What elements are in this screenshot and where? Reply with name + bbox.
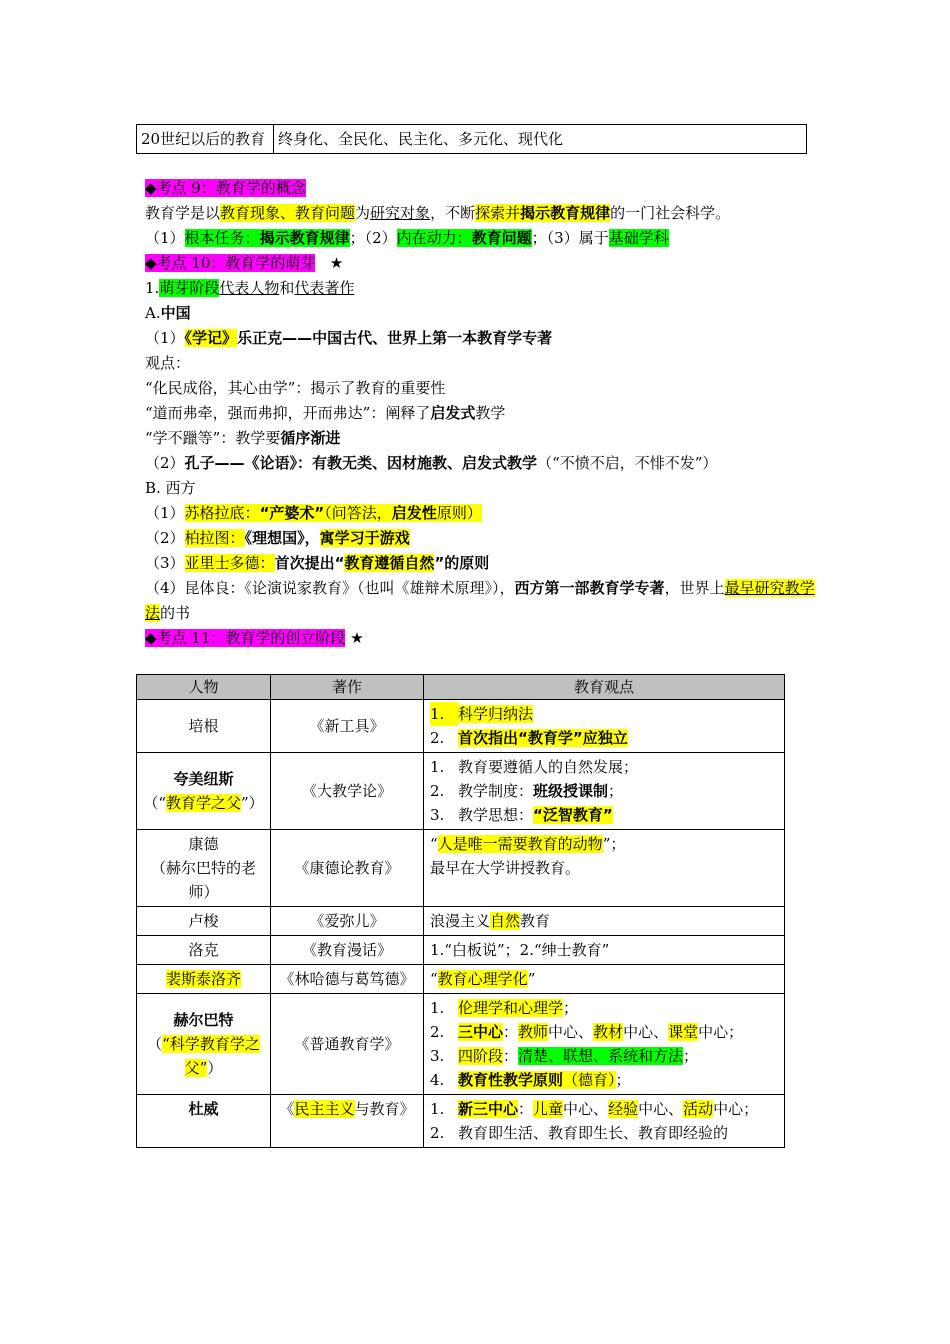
views-pestalozzi: “教育心理学化” — [424, 965, 785, 994]
kp9-definition: 教育学是以教育现象、教育问题为研究对象，不断探索并揭示教育规律的一门社会科学。 — [145, 204, 731, 222]
views-dewey: 1. 新三中心：儿童中心、经验中心、活动中心； 2. 教育即生活、教育即生长、教育即经验的 — [424, 1095, 785, 1148]
table-row — [137, 1095, 785, 1148]
kp10-confucius: （2）孔子——《论语》：有教无类、因材施教、启发式教学（“不愤不启，不悱不发”） — [145, 454, 718, 472]
body-text — [145, 176, 815, 651]
table-row — [137, 753, 785, 830]
kp9-heading: ◆考点 9：教育学的概念 — [145, 179, 306, 197]
person-pestalozzi: 裴斯泰洛齐 — [137, 965, 271, 994]
table-row — [137, 907, 785, 936]
table-row — [137, 700, 785, 753]
person-herbart: 赫尔巴特 （“科学教育学之父”） — [137, 994, 271, 1095]
work-locke: 《教育漫话》 — [271, 936, 424, 965]
views-locke: 1.“白板说”；2.“绅士教育” — [424, 936, 785, 965]
star-icon: ★ — [350, 629, 364, 647]
work-dewey: 《民主主义与教育》 — [271, 1095, 424, 1148]
work-bacon: 《新工具》 — [271, 700, 424, 753]
star-icon: ★ — [329, 254, 344, 272]
views-bacon: 1. 科学归纳法 2. 首次指出“教育学”应独立 — [424, 700, 785, 753]
kp10-west: B. 西方 — [145, 479, 196, 497]
header-views: 教育观点 — [424, 675, 785, 700]
views-comenius: 1. 教育要遵循人的自然发展； 2. 教学制度：班级授课制； 3. 教学思想：“泛智教育” — [424, 753, 785, 830]
work-rousseau: 《爱弥儿》 — [271, 907, 424, 936]
kp10-view2: “道而弗牵，强而弗抑，开而弗达”：阐释了启发式教学 — [145, 404, 506, 422]
table-row — [137, 994, 785, 1095]
top-table-period: 20世纪以后的教育 — [137, 125, 274, 154]
table-header-row — [137, 675, 785, 700]
header-person: 人物 — [137, 675, 271, 700]
kp10-plato: （2）柏拉图：《理想国》，寓学习于游戏 — [145, 529, 410, 547]
top-table-trends: 终身化、全民化、民主化、多元化、现代化 — [274, 125, 807, 154]
work-pestalozzi: 《林哈德与葛笃德》 — [271, 965, 424, 994]
kp10-views-label: 观点： — [145, 354, 191, 372]
kp10-xueji: （1）《学记》乐正克——中国古代、世界上第一本教育学专著 — [145, 329, 553, 347]
table-row — [137, 965, 785, 994]
work-comenius: 《大教学论》 — [271, 753, 424, 830]
table-row — [137, 830, 785, 907]
founders-table — [136, 674, 785, 1148]
kp10-aristotle: （3）亚里士多德：首次提出“教育遵循自然”的原则 — [145, 554, 490, 572]
work-herbart: 《普通教育学》 — [271, 994, 424, 1095]
person-comenius: 夸美纽斯 （“教育学之父”） — [137, 753, 271, 830]
header-work: 著作 — [271, 675, 424, 700]
work-kant: 《康德论教育》 — [271, 830, 424, 907]
person-kant: 康德 （赫尔巴特的老师） — [137, 830, 271, 907]
views-kant: “人是唯一需要教育的动物”； 最早在大学讲授教育。 — [424, 830, 785, 907]
person-rousseau: 卢梭 — [137, 907, 271, 936]
person-locke: 洛克 — [137, 936, 271, 965]
table-row — [137, 936, 785, 965]
kp10-quintilian: （4）昆体良：《论演说家教育》（也叫《雄辩术原理》），西方第一部教育学专著，世界上最早研究教学法的书 — [145, 579, 815, 622]
kp10-view3: “学不躐等”：教学要循序渐进 — [145, 429, 341, 447]
top-table — [136, 124, 807, 154]
views-herbart: 1. 伦理学和心理学； 2. 三中心：教师中心、教材中心、课堂中心； 3. 四阶段：清楚、联想、系统和方法； 4. 教育性教学原则（德育）； — [424, 994, 785, 1095]
person-bacon: 培根 — [137, 700, 271, 753]
kp10-socrates: （1）苏格拉底：“产婆术”（问答法，启发性原则） — [145, 504, 482, 522]
kp11-heading: ◆考点 11：教育学的创立阶段 ★ — [145, 629, 364, 647]
kp10-view1: “化民成俗，其心由学”：揭示了教育的重要性 — [145, 379, 446, 397]
kp10-sub1: 1.萌芽阶段代表人物和代表著作 — [145, 279, 355, 297]
person-dewey: 杜威 — [137, 1095, 271, 1148]
kp9-tasks: （1）根本任务：揭示教育规律；（2）内在动力：教育问题；（3）属于基础学科 — [145, 229, 669, 247]
views-rousseau: 浪漫主义自然教育 — [424, 907, 785, 936]
kp10-china: A.中国 — [145, 304, 191, 322]
kp10-heading: ◆考点 10：教育学的萌芽 ★ — [145, 254, 344, 272]
